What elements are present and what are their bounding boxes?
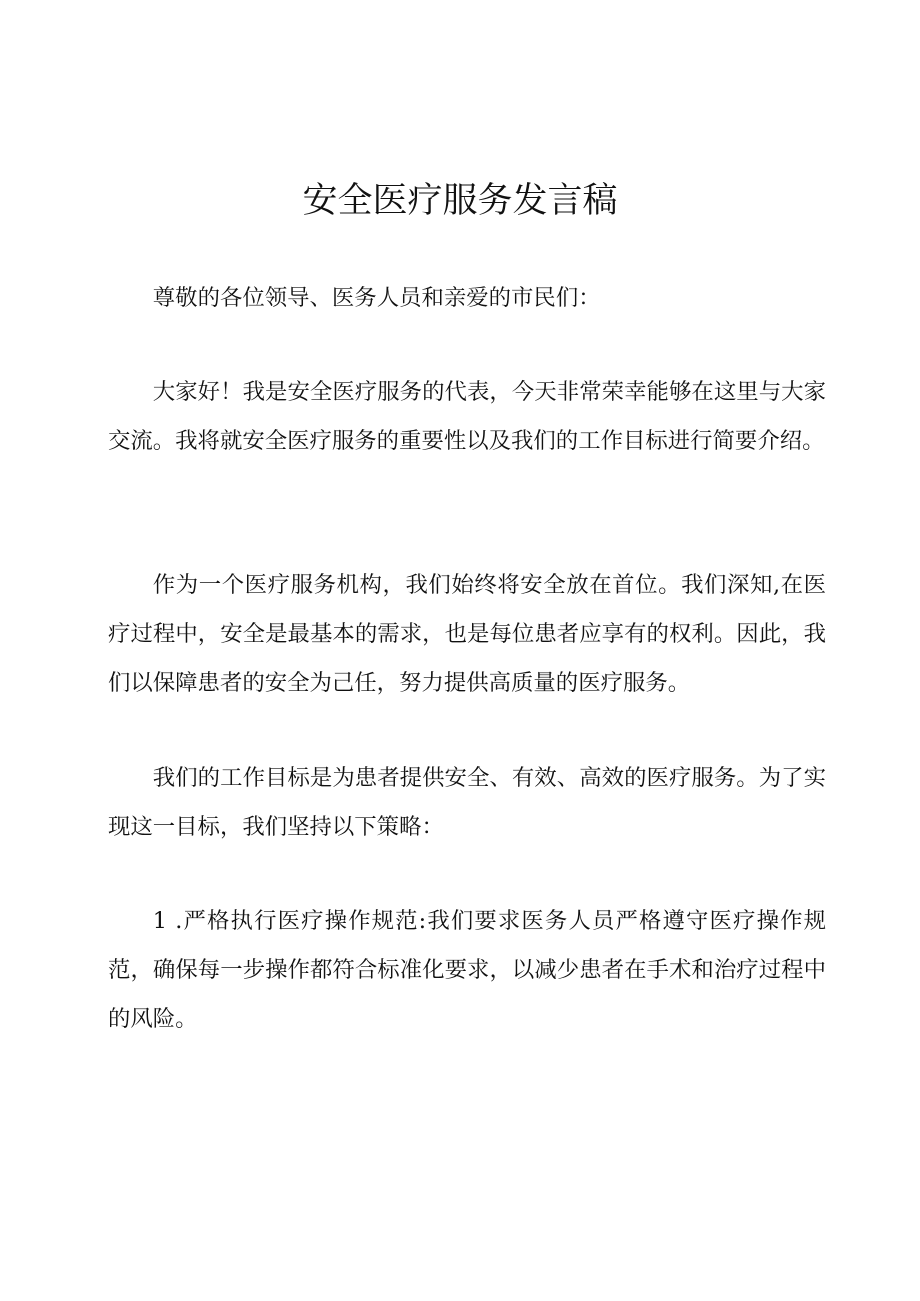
- greeting-paragraph: 大家好！我是安全医疗服务的代表，今天非常荣幸能够在这里与大家交流。我将就安全医疗服务的重要性以及我们的工作目标进行简要介绍。: [108, 379, 826, 454]
- work-goal-paragraph: 我们的工作目标是为患者提供安全、有效、高效的医疗服务。为了实现这一目标，我们坚持以下策略：: [108, 765, 826, 840]
- safety-priority-paragraph: 作为一个医疗服务机构，我们始终将安全放在首位。我们深知,在医疗过程中，安全是最基本的需求，也是每位患者应享有的权利。因此，我们以保障患者的安全为己任，努力提供高质量的医疗服务。: [108, 572, 826, 696]
- strategy-item-1-paragraph: 1 .严格执行医疗操作规范:我们要求医务人员严格遵守医疗操作规范，确保每一步操作都符合标准化要求，以减少患者在手术和治疗过程中的风险。: [108, 908, 826, 1032]
- salutation-paragraph: 尊敬的各位领导、医务人员和亲爱的市民们：: [152, 285, 601, 311]
- document-title: 安全医疗服务发言稿: [302, 181, 618, 221]
